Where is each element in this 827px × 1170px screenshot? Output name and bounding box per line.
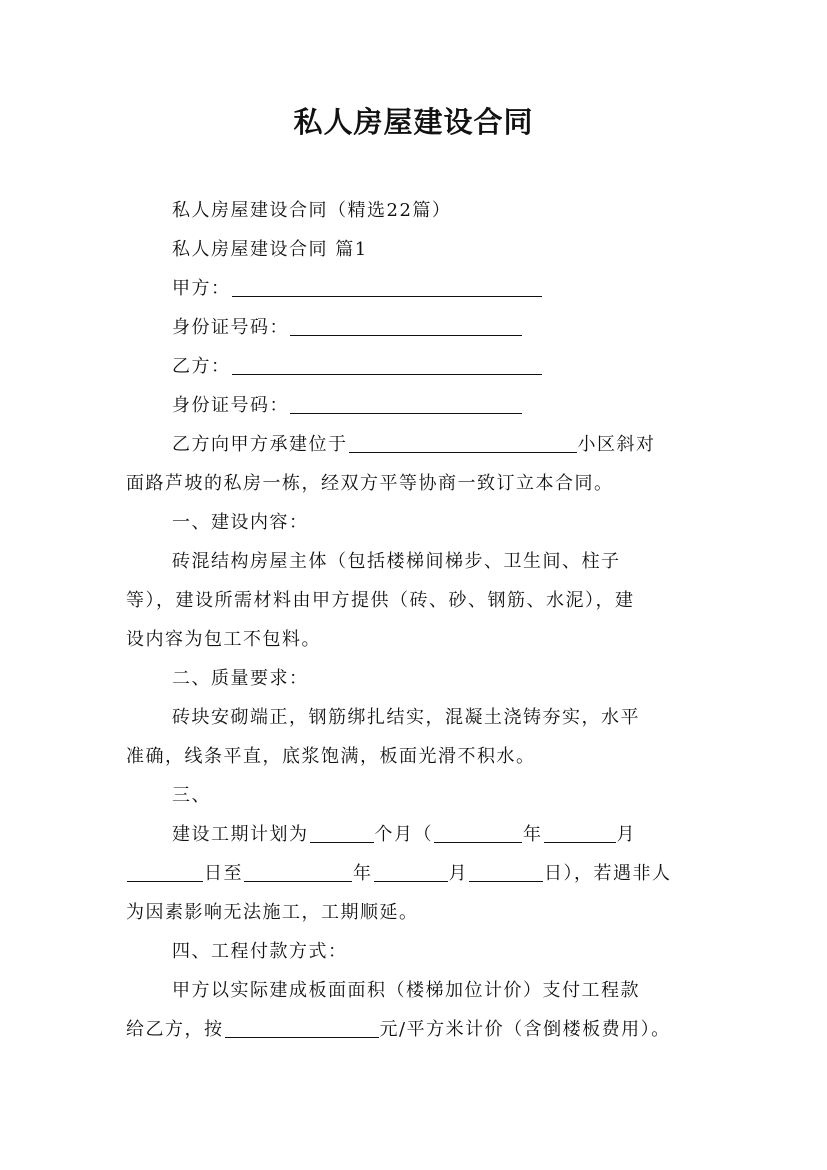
end-month-blank xyxy=(374,863,448,882)
start-day-blank xyxy=(127,863,203,882)
party-a-id-row xyxy=(172,316,772,340)
section-1-line-1: 砖混结构房屋主体（包括楼梯间梯步、卫生间、柱子 xyxy=(172,551,621,572)
payment-text-b: 元/平方米计价（含倒楼板费用）。 xyxy=(379,1019,671,1040)
party-b-blank xyxy=(232,356,542,375)
schedule-text-d: 月 xyxy=(616,824,636,845)
section-4-line-1: 甲方以实际建成板面面积（楼梯加位计价）支付工程款 xyxy=(172,980,640,1001)
start-month-blank xyxy=(544,824,616,843)
schedule-text-b: 个月（ xyxy=(374,824,433,845)
schedule-text-e: 日至 xyxy=(204,863,243,884)
party-b-id-row xyxy=(172,394,772,418)
section-2-heading: 二、质量要求： xyxy=(172,668,309,689)
end-year-blank xyxy=(244,863,352,882)
intro-line-2: 面路芦坡的私房一栋，经双方平等协商一致订立本合同。 xyxy=(126,473,614,494)
section-heading: 私人房屋建设合同 篇1 xyxy=(172,239,368,260)
section-3-line-1 xyxy=(172,823,772,847)
section-4-heading: 四、工程付款方式： xyxy=(172,941,348,962)
section-3-line-3: 为因素影响无法施工，工期顺延。 xyxy=(126,902,419,923)
intro-line-1 xyxy=(172,433,772,457)
party-b-row xyxy=(172,355,772,379)
section-3-heading: 三、 xyxy=(172,785,211,806)
intro-text-a: 乙方向甲方承建位于 xyxy=(172,434,348,455)
party-a-id-label: 身份证号码： xyxy=(172,317,289,338)
party-b-label: 乙方： xyxy=(172,356,231,377)
party-a-id-blank xyxy=(290,317,522,336)
intro-text-b: 小区斜对 xyxy=(577,434,656,455)
section-1-line-2: 等），建设所需材料由甲方提供（砖、砂、钢筋、水泥），建 xyxy=(126,590,635,611)
end-day-blank xyxy=(469,863,543,882)
section-2-line-2: 准确，线条平直，底浆饱满，板面光滑不积水。 xyxy=(126,746,536,767)
section-1-line-3: 设内容为包工不包料。 xyxy=(126,629,321,650)
party-a-label: 甲方： xyxy=(172,278,231,299)
start-year-blank xyxy=(434,824,522,843)
party-b-id-label: 身份证号码： xyxy=(172,395,289,416)
schedule-text-g: 月 xyxy=(448,863,468,884)
party-a-row xyxy=(172,277,772,301)
schedule-text-f: 年 xyxy=(353,863,373,884)
section-2-line-1: 砖块安砌端正，钢筋绑扎结实，混凝土浇铸夯实，水平 xyxy=(172,707,640,728)
document-title: 私人房屋建设合同 xyxy=(293,105,534,139)
price-blank xyxy=(225,1019,379,1038)
schedule-text-h: 日），若遇非人 xyxy=(544,863,672,884)
document-subtitle: 私人房屋建设合同（精选22篇） xyxy=(172,200,452,221)
section-3-line-2 xyxy=(126,862,726,886)
schedule-text-c: 年 xyxy=(523,824,543,845)
section-1-heading: 一、建设内容： xyxy=(172,512,309,533)
section-4-line-2 xyxy=(126,1018,726,1042)
party-a-blank xyxy=(232,278,542,297)
payment-text-a: 给乙方，按 xyxy=(126,1019,224,1040)
party-b-id-blank xyxy=(290,395,522,414)
location-blank xyxy=(349,434,577,453)
schedule-text-a: 建设工期计划为 xyxy=(172,824,309,845)
months-blank xyxy=(310,824,374,843)
